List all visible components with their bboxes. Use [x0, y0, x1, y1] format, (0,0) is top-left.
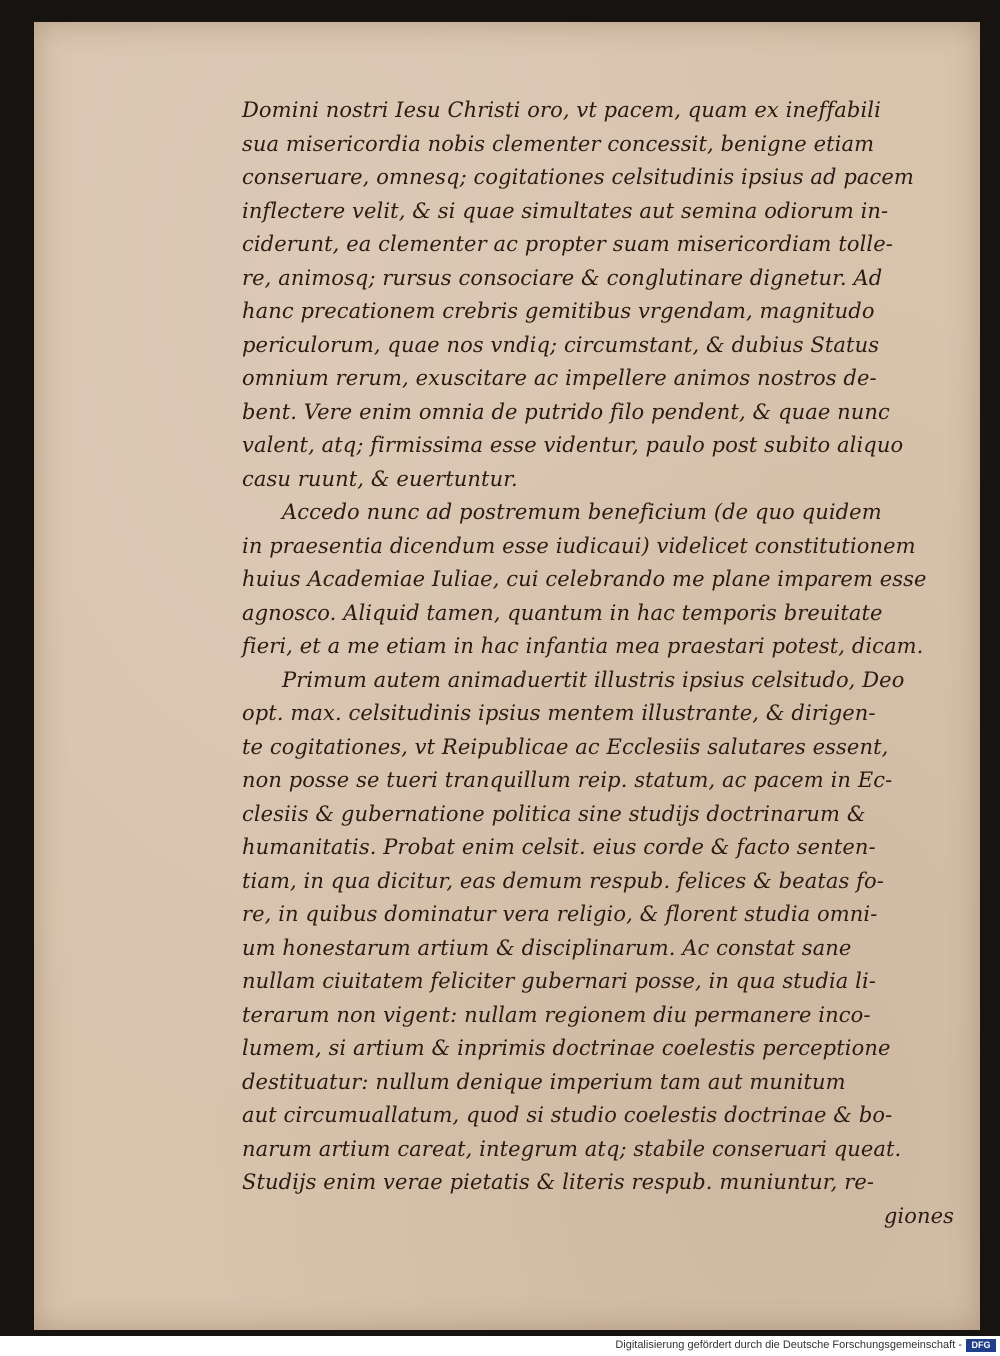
text-line: periculorum, quae nos vndiq; circumstant, & dubius Status: [242, 332, 880, 357]
text-line: destituatur: nullum denique imperium tam aut munitum: [242, 1069, 846, 1094]
text-line: lumem, si artium & inprimis doctrinae coelestis perceptione: [242, 1036, 891, 1060]
text-line: terarum non vigent: nullam regionem diu permanere inco-: [242, 1002, 871, 1027]
text-line: sua misericordia nobis clementer concessit, benigne etiam: [242, 131, 875, 156]
paragraph-start-line: Accedo nunc ad postremum beneficium (de quo quidem: [282, 500, 882, 524]
text-line: Studijs enim verae pietatis & literis respub. muniuntur, re-: [242, 1170, 875, 1194]
catchword: giones: [883, 1203, 954, 1228]
text-line: Domini nostri Iesu Christi oro, vt pacem, quam ex ineffabili: [242, 98, 881, 122]
text-line: humanitatis. Probat enim celsit. eius corde & facto senten-: [242, 835, 876, 859]
text-line: bent. Vere enim omnia de putrido filo pendent, & quae nunc: [242, 399, 890, 424]
text-line: narum artium careat, integrum atq; stabile conseruari queat.: [242, 1136, 902, 1161]
text-line: re, animosq; rursus consociare & conglutinare dignetur. Ad: [242, 265, 883, 290]
text-line: te cogitationes, vt Reipublicae ac Ecclesiis salutares essent,: [242, 734, 889, 759]
text-line: tiam, in qua dicitur, eas demum respub. felices & beatas fo-: [242, 868, 884, 893]
text-line: clesiis & gubernatione politica sine studijs doctrinarum &: [242, 801, 866, 826]
page-text: [242, 94, 962, 1233]
text-line: agnosco. Aliquid tamen, quantum in hac temporis breuitate: [242, 600, 883, 625]
text-line: aut circumuallatum, quod si studio coelestis doctrinae & bo-: [242, 1103, 893, 1127]
dfg-logo-icon: DFG: [966, 1339, 996, 1352]
text-line: inflectere velit, & si quae simultates aut semina odiorum in-: [242, 198, 889, 223]
text-line: huius Academiae Iuliae, cui celebrando me plane imparem esse: [242, 567, 927, 591]
text-line: hanc precationem crebris gemitibus vrgendam, magnitudo: [242, 299, 875, 323]
text-line: opt. max. celsitudinis ipsius mentem illustrante, & dirigen-: [242, 701, 876, 725]
digitization-footer: [0, 1336, 1000, 1356]
text-line: fieri, et a me etiam in hac infantia mea praestari potest, dicam.: [242, 634, 924, 658]
text-line: non posse se tueri tranquillum reip. statum, ac pacem in Ec-: [242, 768, 893, 792]
text-line: nullam ciuitatem feliciter gubernari posse, in qua studia li-: [242, 969, 876, 993]
paragraph-start-line: Primum autem animaduertit illustris ipsius celsitudo, Deo: [282, 667, 905, 692]
text-line: in praesentia dicendum esse iudicaui) videlicet constitutionem: [242, 533, 916, 558]
book-page: [34, 22, 980, 1330]
text-line: casu ruunt, & euertuntur.: [242, 466, 518, 491]
text-line: ciderunt, ea clementer ac propter suam misericordiam tolle-: [242, 232, 893, 256]
text-line: um honestarum artium & disciplinarum. Ac constat sane: [242, 935, 852, 960]
text-line: valent, atq; firmissima esse videntur, paulo post subito aliquo: [242, 433, 904, 457]
text-line: omnium rerum, exuscitare ac impellere animos nostros de-: [242, 366, 877, 390]
funding-credit: Digitalisierung gefördert durch die Deutsche Forschungsgemeinschaft -: [615, 1339, 962, 1351]
text-line: re, in quibus dominatur vera religio, & florent studia omni-: [242, 902, 878, 926]
text-line: conseruare, omnesq; cogitationes celsitudinis ipsius ad pacem: [242, 165, 914, 189]
